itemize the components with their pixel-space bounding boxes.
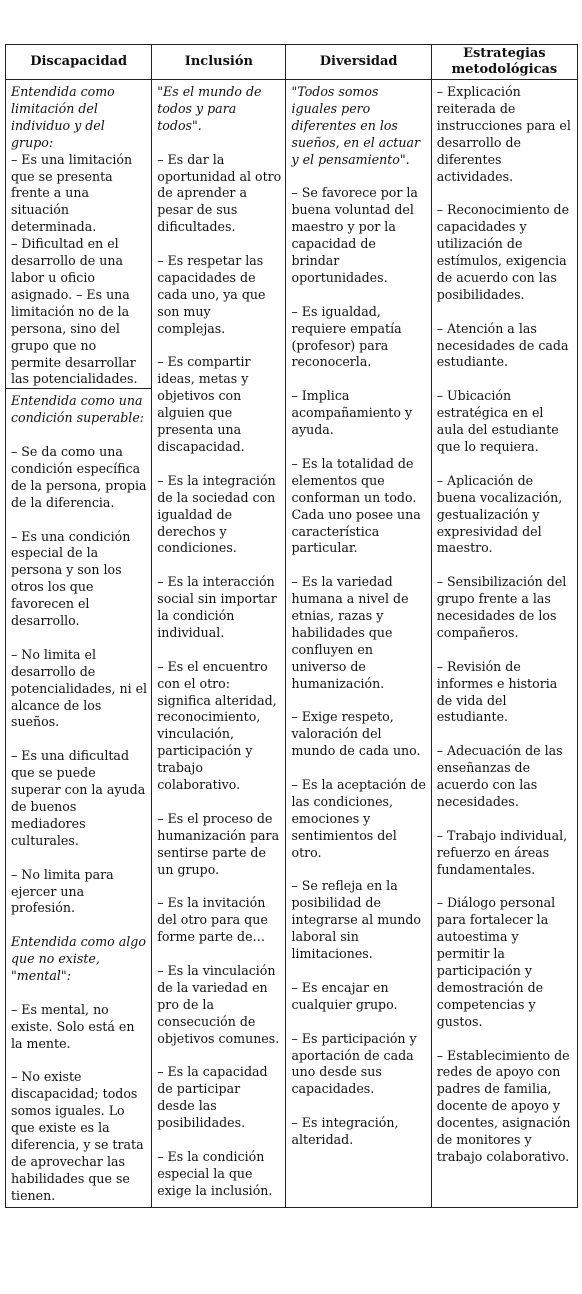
list-item: – Aplicación de buena vocalización, gestualización y expresividad del maestro. (436, 472, 563, 556)
list-item: – Es el proceso de humanización para sentirse parte de un grupo. (157, 810, 280, 877)
list-item: – Establecimiento de redes de apoyo con padres de familia, docente de apoyo y docentes, asignación de monitores y trabajo colaborativo. (436, 1047, 571, 1164)
inclusion-quote: "Es el mundo de todos y para todos". (157, 84, 262, 133)
list-item: – Atención a las necesidades de cada estudiante. (436, 320, 569, 370)
header-estrategias: Estrategias metodológicas (431, 45, 577, 80)
list-item: – Es dar la oportunidad al otro de aprender a pesar de sus dificultades. (157, 151, 282, 235)
list-item: – Es compartir ideas, metas y objetivos con alguien que presenta una discapacidad. (157, 354, 251, 454)
list-item: – Es la variedad humana a nivel de etnias, razas y habilidades que confluyen en universo de humanización. (291, 574, 409, 691)
list-item: – Es la invitación del otro para que forme parte de… (157, 895, 268, 945)
list-item: – Es una dificultad que se puede superar con la ayuda de buenos mediadores culturales. (11, 748, 146, 848)
list-item: – Es mental, no existe. Solo está en la mente. (11, 1001, 135, 1051)
list-item: – Es igualdad, requiere empatía (profesor) para reconocerla. (291, 303, 402, 370)
list-item: – Es la totalidad de elementos que conforman un todo. Cada uno posee una característica particular. (291, 455, 421, 556)
list-item: – Se refleja en la posibilidad de integrarse al mundo laboral sin limitaciones. (291, 878, 422, 962)
list-item: – Se favorece por la buena voluntad del maestro y por la capacidad de brindar oportunidades. (291, 185, 418, 285)
list-item: – Es la condición especial la que exige la inclusión. (157, 1148, 273, 1198)
list-item: – Es integración, alteridad. (291, 1115, 399, 1148)
list-item: – Implica acompañamiento y ayuda. (291, 388, 413, 438)
cell-diversidad (286, 80, 431, 1208)
list-item: – Explicación reiterada de instrucciones para el desarrollo de diferentes actividades. (436, 84, 571, 184)
cell-estrategias (431, 80, 577, 1208)
list-item: – Dificultad en el desarrollo de una labor u oficio asignado. – Es una limitación no de la persona, sino del grupo que no permite desarrollar las potencialidades. (11, 236, 138, 387)
discapacidad-block-1 (11, 84, 147, 388)
header-discapacidad: Discapacidad (6, 45, 152, 80)
list-item: – Es respetar las capacidades de cada uno, ya que son muy complejas. (157, 253, 266, 336)
list-item: – Es participación y aportación de cada uno desde sus capacidades. (291, 1030, 417, 1097)
cell-discapacidad (6, 80, 152, 1208)
list-item: – Exige respeto, valoración del mundo de cada uno. (291, 709, 421, 759)
header-inclusion: Inclusión (152, 45, 286, 80)
list-item: – Trabajo individual, refuerzo en áreas fundamentales. (436, 827, 568, 877)
list-item: – Sensibilización del grupo frente a las necesidades de los compañeros. (436, 574, 567, 640)
list-item: – Revisión de informes e historia de vida del estudiante. (436, 658, 558, 725)
list-item: – Es la vinculación de la variedad en pro de la consecución de objetivos comunes. (157, 962, 280, 1046)
content-row (6, 80, 578, 1208)
list-item: – Ubicación estratégica en el aula del estudiante que lo requiera. (436, 388, 559, 454)
block-title: Entendida como algo que no existe, "mental": (11, 934, 146, 984)
header-row (6, 45, 578, 80)
list-item: – Diálogo personal para fortalecer la autoestima y permitir la participación y demostración de competencias y gustos. (436, 895, 556, 1029)
list-item: – No limita para ejercer una profesión. (11, 866, 114, 916)
header-diversidad: Diversidad (286, 45, 431, 80)
list-item: – Es la aceptación de las condiciones, emociones y sentimientos del otro. (291, 777, 426, 860)
list-item: – Es la interacción social sin importar la condición individual. (157, 574, 277, 640)
list-item: – Es encajar en cualquier grupo. (291, 979, 398, 1012)
block-title: Entendida como una condición superable: (11, 393, 145, 426)
comparison-table (5, 44, 578, 1208)
cell-inclusion (152, 80, 286, 1208)
list-item: – Es el encuentro con el otro: significa alteridad, reconocimiento, vinculación, participación y trabajo colaborativo. (157, 658, 277, 793)
list-item: – Adecuación de las enseñanzas de acuerdo con las necesidades. (436, 743, 563, 809)
list-item: – Se da como una condición específica de la persona, propia de la diferencia. (11, 444, 147, 510)
list-item: – No existe discapacidad; todos somos iguales. Lo que existe es la diferencia, y se trata de aprovechar las habilidades que se tienen. (11, 1069, 144, 1203)
list-item: – Es una condición especial de la persona y son los otros los que favorecen el desarrollo. (11, 528, 131, 629)
discapacidad-block-2 (6, 388, 151, 1204)
list-item: – No limita el desarrollo de potencialidades, ni el alcance de los sueños. (11, 646, 148, 730)
list-item: – Reconocimiento de capacidades y utilización de estímulos, exigencia de acuerdo con las posibilidades. (436, 202, 570, 302)
diversidad-quote: "Todos somos iguales pero diferentes en los sueños, en el actuar y el pensamiento". (291, 84, 420, 167)
block-title: Entendida como limitación del individuo y del grupo: (11, 84, 115, 150)
list-item: – Es una limitación que se presenta frente a una situación determinada. (11, 151, 133, 235)
list-item: – Es la capacidad de participar desde las posibilidades. (157, 1064, 268, 1131)
list-item: – Es la integración de la sociedad con igualdad de derechos y condiciones. (157, 472, 276, 556)
